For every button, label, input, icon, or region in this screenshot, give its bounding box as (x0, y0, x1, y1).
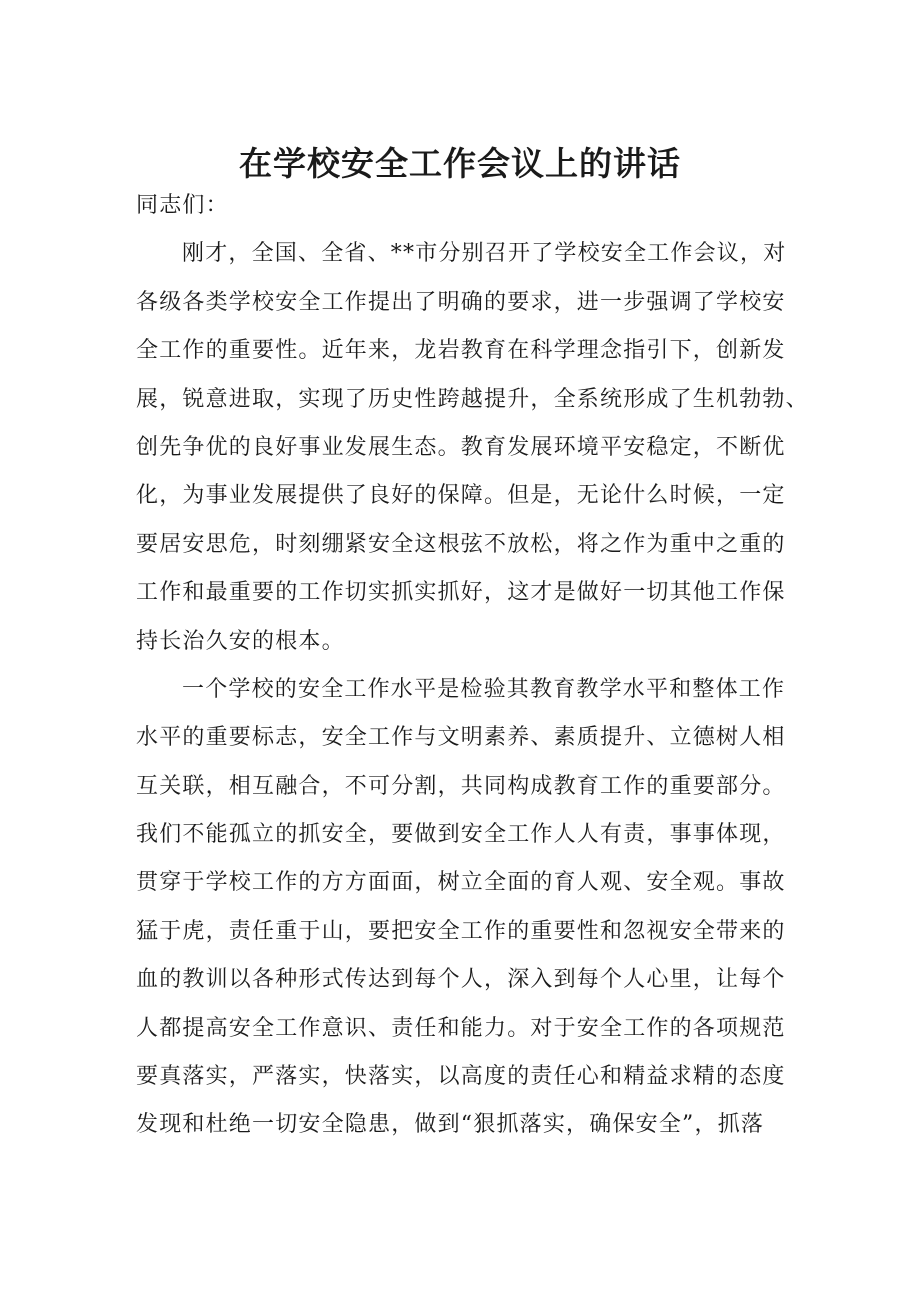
paragraph-line: 各级各类学校安全工作提出了明确的要求，进一步强调了学校安 (136, 289, 786, 315)
document-title: 在学校安全工作会议上的讲话 (239, 144, 681, 183)
paragraph-line: 工作和最重要的工作切实抓实抓好，这才是做好一切其他工作保 (136, 580, 786, 606)
paragraph-1 (136, 230, 809, 666)
paragraph-line: 一个学校的安全工作水平是检验其教育教学水平和整体工作 (182, 676, 786, 702)
paragraph-line: 全工作的重要性。近年来，龙岩教育在科学理念指引下，创新发 (136, 338, 786, 364)
paragraph-line: 化，为事业发展提供了良好的保障。但是，无论什么时候，一定 (136, 483, 786, 509)
paragraph-line: 发现和杜绝一切安全隐患，做到“狠抓落实，确保安全”，抓落 (136, 1112, 765, 1138)
paragraph-line: 水平的重要标志，安全工作与文明素养、素质提升、立德树人相 (136, 725, 786, 751)
paragraph-2 (136, 666, 796, 1150)
paragraph-line: 要真落实，严落实，快落实，以高度的责任心和精益求精的态度 (136, 1064, 786, 1090)
paragraph-line: 展，锐意进取，实现了历史性跨越提升，全系统形成了生机勃勃、 (136, 386, 809, 412)
greeting: 同志们： (136, 193, 229, 218)
paragraph-line: 我们不能孤立的抓安全，要做到安全工作人人有责，事事体现， (136, 822, 786, 848)
paragraph-line: 创先争优的良好事业发展生态。教育发展环境平安稳定，不断优 (136, 434, 786, 460)
paragraph-line: 猛于虎，责任重于山，要把安全工作的重要性和忽视安全带来的 (136, 918, 786, 944)
paragraph-line: 血的教训以各种形式传达到每个人，深入到每个人心里，让每个 (136, 967, 786, 993)
paragraph-line: 持长治久安的根本。 (136, 628, 345, 654)
paragraph-line: 贯穿于学校工作的方方面面，树立全面的育人观、安全观。事故 (136, 870, 786, 896)
paragraph-line: 刚才，全国、全省、**市分别召开了学校安全工作会议，对 (182, 241, 787, 267)
paragraph-line: 要居安思危，时刻绷紧安全这根弦不放松，将之作为重中之重的 (136, 531, 786, 557)
document-body (136, 182, 809, 1150)
paragraph-line: 互关联，相互融合，不可分割，共同构成教育工作的重要部分。 (136, 773, 786, 799)
paragraph-line: 人都提高安全工作意识、责任和能力。对于安全工作的各项规范 (136, 1015, 786, 1041)
